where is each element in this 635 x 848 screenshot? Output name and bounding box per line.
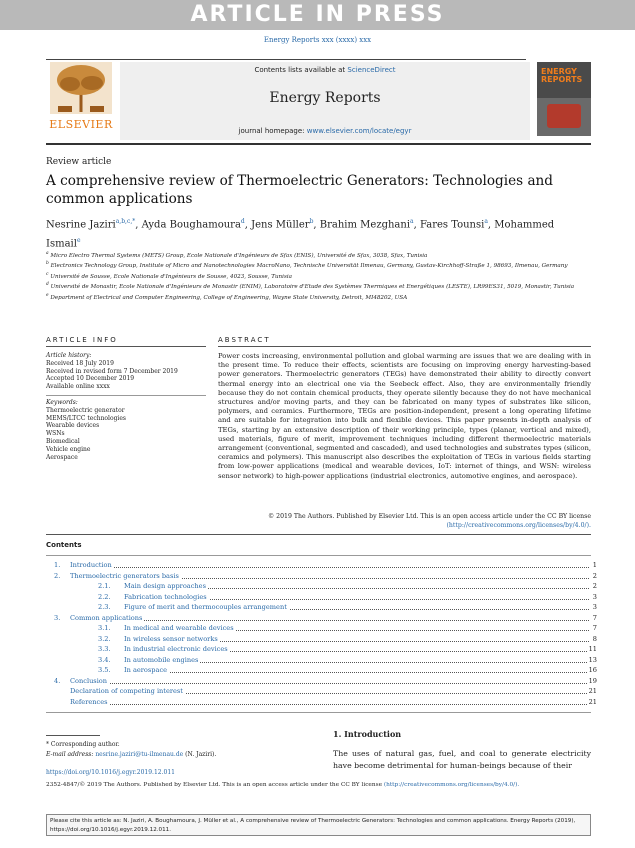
toc-entry-number: 3.3. (98, 645, 111, 653)
copyright-text: © 2019 The Authors. Published by Elsevier Ltd. This is an open access article under the CC BY license (268, 513, 591, 520)
email-suffix: (N. Jaziri). (185, 751, 217, 758)
affiliation-text: Université de Monastir, Ecole Nationale d'Ingénieurs de Monastir (ENIM), Laboratoire d'Etude des Systèmes Thermiques et Energétiques (LESTE), LR99ES31, 5019, Monastir, Tunisia (50, 284, 575, 291)
history-label: Article history: (46, 352, 92, 359)
toc-entry[interactable] (46, 560, 601, 571)
license-line (46, 781, 591, 789)
history-available: Available online xxxx (46, 383, 110, 391)
toc-entry-title[interactable]: In automobile engines (124, 655, 199, 664)
keywords-label: Keywords: (46, 398, 78, 406)
toc-entry-title[interactable]: In aerospace (124, 666, 168, 674)
author-affiliation-marker[interactable]: a (484, 218, 488, 225)
author-affiliation-marker[interactable]: e (76, 237, 81, 245)
toc-entry[interactable] (46, 686, 601, 697)
footnotes (46, 740, 306, 760)
author-email-link[interactable]: nesrine.jaziri@tu-ilmenau.de (95, 751, 184, 758)
toc-entry[interactable] (46, 571, 601, 582)
affiliation-item (46, 281, 591, 291)
author-separator: , (487, 219, 495, 231)
journal-homepage-link[interactable]: www.elsevier.com/locate/egyr (306, 127, 412, 135)
toc-entry[interactable] (46, 581, 601, 592)
toc-entry-title[interactable]: Introduction (70, 561, 112, 569)
history-revised: Received in revised form 7 December 2019 (46, 367, 178, 375)
toc-entry[interactable] (46, 697, 601, 708)
toc-leader-dots (70, 620, 589, 621)
cover-image-mark (547, 104, 581, 128)
keyword-list (46, 407, 206, 462)
affiliation-marker: a (46, 251, 49, 256)
keyword-item: Biomedical (46, 437, 80, 445)
citation-box: Please cite this article as: N. Jaziri, A. Boughamoura, J. Müller et al., A comprehensive review of Thermoelectric Generators: Technologies and common applications. Energy Reports (2019), https://doi.org/10.1016/j.egyr.2019.12.011. (46, 814, 591, 836)
author-list (46, 214, 591, 253)
toc-entry-title[interactable]: Conclusion (70, 676, 108, 685)
toc-leader-dots (124, 672, 589, 673)
affiliation-list (46, 250, 591, 302)
toc-entry[interactable] (46, 623, 601, 634)
homepage-prefix: journal homepage: (238, 127, 305, 135)
affiliation-item (46, 260, 591, 270)
table-of-contents (46, 560, 601, 707)
keyword-item: Aerospace (46, 453, 78, 461)
license-text: 2352-4847/© 2019 The Authors. Published by Elsevier Ltd. This is an open access article under the CC BY license (46, 782, 383, 788)
toc-entry-title[interactable]: Main design approaches (124, 582, 206, 590)
corresponding-author-note: * Corresponding author. (46, 741, 120, 748)
author-affiliation-marker[interactable]: b (309, 218, 314, 225)
elsevier-tree-icon (50, 62, 112, 114)
toc-entry-page: 3 (592, 603, 597, 611)
article-title: A comprehensive review of Thermoelectric Generators: Technologies and common applications (46, 173, 554, 207)
contents-top-rule (46, 555, 591, 556)
abstract-heading: ABSTRACT (218, 336, 271, 344)
affiliation-marker: c (46, 271, 49, 277)
masthead (120, 62, 530, 140)
toc-entry[interactable] (46, 592, 601, 603)
elsevier-logo (46, 62, 116, 132)
article-info-block (46, 352, 206, 461)
toc-entry-title[interactable]: In industrial electronic devices (124, 645, 228, 653)
toc-leader-dots (70, 567, 589, 568)
email-label: E-mail address: (46, 751, 94, 758)
history-accepted: Accepted 10 December 2019 (46, 375, 135, 383)
journal-homepage-line (120, 127, 530, 135)
toc-entry-page: 8 (592, 634, 597, 643)
toc-entry-page: 2 (592, 571, 597, 580)
toc-entry-number: 4. (54, 676, 61, 685)
affiliation-marker: b (46, 261, 49, 267)
toc-entry[interactable] (46, 613, 601, 624)
abstract-bottom-rule (46, 534, 591, 535)
author-name[interactable]: Brahim Mezghani (319, 219, 411, 231)
keyword-item: MEMS/LTCC technologies (46, 414, 126, 422)
toc-entry-page: 21 (588, 697, 597, 706)
masthead-bottom-rule (46, 143, 591, 145)
toc-entry-title[interactable]: In wireless sensor networks (124, 634, 218, 643)
toc-entry-number: 1. (54, 561, 61, 569)
toc-entry-number: 3.2. (98, 634, 111, 643)
toc-leader-dots (70, 704, 589, 705)
toc-entry-page: 16 (588, 666, 597, 674)
journal-reference[interactable]: Energy Reports xxx (xxxx) xxx (263, 36, 372, 44)
affiliation-text: Department of Electrical and Computer Engineering, College of Engineering, Wayne State University, Detroit, MI48202, USA (50, 294, 408, 301)
author-name[interactable]: Ayda Boughamoura (141, 219, 241, 231)
toc-leader-dots (70, 683, 589, 684)
toc-entry[interactable] (46, 655, 601, 666)
toc-entry-title[interactable]: References (70, 697, 108, 706)
keyword-item: WSNs (46, 430, 65, 438)
affiliation-marker: d (46, 282, 49, 288)
affiliation-item (46, 250, 591, 260)
author-separator: , (135, 219, 142, 231)
toc-entry-title[interactable]: In medical and wearable devices (124, 624, 234, 632)
toc-entry-page: 7 (592, 613, 597, 622)
author-name[interactable]: Jens Müller (251, 219, 310, 231)
author-name[interactable]: Mohammed Ismail (46, 219, 555, 250)
toc-entry[interactable] (46, 602, 601, 613)
toc-entry-title[interactable]: Declaration of competing interest (70, 687, 183, 695)
toc-entry-page: 21 (588, 687, 597, 695)
affiliation-item (46, 292, 591, 302)
toc-entry-number: 2. (54, 571, 61, 580)
footnote-rule (46, 735, 100, 736)
toc-entry[interactable] (46, 665, 601, 676)
affiliation-marker: e (46, 292, 49, 298)
history-received: Received 18 July 2019 (46, 359, 114, 367)
keyword-item: Thermoelectric generator (46, 406, 125, 414)
toc-entry[interactable] (46, 634, 601, 645)
journal-title: Energy Reports (269, 90, 381, 106)
toc-entry-title[interactable]: Fabrication technologies (124, 592, 207, 601)
toc-entry-page: 2 (592, 582, 597, 590)
sciencedirect-link[interactable]: ScienceDirect (347, 66, 396, 74)
toc-entry-page: 1 (592, 561, 597, 569)
toc-entry[interactable] (46, 676, 601, 687)
abstract-copyright (218, 512, 591, 530)
toc-entry[interactable] (46, 644, 601, 655)
toc-entry-title[interactable]: Figure of merit and thermocouples arrangement (124, 603, 287, 611)
keyword-item: Vehicle engine (46, 445, 91, 453)
license-url-link[interactable]: (http://creativecommons.org/licenses/by/4.0/). (383, 782, 520, 788)
author-affiliation-marker[interactable]: a (410, 218, 414, 225)
contents-bottom-rule (46, 712, 591, 713)
email-line (46, 750, 306, 760)
introduction-text: The uses of natural gas, fuel, and coal to generate electricity have become detrimental for human-beings because of their (333, 749, 591, 770)
toc-entry-number: 2.1. (98, 582, 111, 590)
toc-entry-page: 7 (592, 624, 597, 632)
toc-entry-page: 19 (588, 676, 597, 685)
abstract-text: Power costs increasing, environmental pollution and global warming are issues that we are dealing with in the present time. To reduce their effects, scientists are focusing on improving energy harvesting-based power generators. Thermoelectric generators (TEGs) have demonstrated their ability to directly convert thermal energy into an electrical one via the Seebeck effect. Also, they are environmentally friendly because they do not contain chemical products, they operate silently because they do not have mechanical structures and/or moving parts, and they can be fabricated on many types of substrates like silicon, polymers, and ceramics. Furthermore, TEGs are position-independent, present a long operating lifetime and are suitable for integration into bulk and flexible devices. This paper presents in-depth analysis of TEGs, starting by an extensive description of their working principle, types (planar, vertical and mixed), used materials, figure of merit, improvement techniques including different thermoelectric materials arrangement (conventional, segmented and cascaded), and used technologies and substrates types (silicon, ceramics and polymers). This manuscript also describes the exploitation of TEGs in various fields starting from low-power applications (medical and wearable devices, IoT: internet of things, and WSN: wireless sensor network) to high-power applications (industrial electronics, automotive engines, and aerospace). (218, 352, 591, 480)
keyword-item: Wearable devices (46, 422, 100, 430)
masthead-top-rule (46, 59, 526, 60)
article-info-rule (46, 346, 206, 347)
author-name[interactable]: Nesrine Jaziri (46, 219, 116, 231)
toc-entry-number: 3.5. (98, 666, 111, 674)
author-affiliation-marker[interactable]: a,b,c,* (115, 218, 136, 225)
affiliation-text: Université de Sousse, Ecole Nationale d'Ingénieurs de Sousse, 4023, Sousse, Tunisia (50, 273, 292, 280)
contents-heading: Contents (46, 541, 82, 549)
toc-entry-number: 3. (54, 613, 61, 622)
author-name[interactable]: Fares Tounsi (419, 219, 485, 231)
contents-available-line (120, 66, 530, 74)
author-separator: , (313, 219, 320, 231)
affiliation-text: Electronics Technology Group, Institute of Micro and Nanotechnologies MacroNano, Technische Universität Ilmenau, Germany, Gustav-Kirchhoff-Straße 1, 98693, Ilmenau, Germany (50, 263, 568, 270)
toc-entry-number: 2.2. (98, 592, 111, 601)
affiliation-text: Micro Electro Thermal Systems (METS) Group, Ecole Nationale d'Ingénieurs de Sfax (ENIS), Université de Sfax, 3038, Sfax, Tunisia (50, 252, 428, 259)
author-affiliation-marker[interactable]: d (240, 218, 245, 225)
cover-title: ENERGY REPORTS (541, 67, 583, 84)
toc-entry-page: 11 (588, 645, 597, 653)
introduction-heading: 1. Introduction (333, 729, 402, 739)
toc-entry-number: 2.3. (98, 603, 111, 611)
affiliation-item (46, 271, 591, 281)
author-separator: , (244, 219, 252, 231)
toc-entry-title[interactable]: Common applications (70, 613, 143, 622)
toc-entry-page: 3 (592, 592, 597, 601)
doi-link[interactable]: https://doi.org/10.1016/j.egyr.2019.12.011 (46, 769, 175, 776)
article-in-press-banner: ARTICLE IN PRESS (0, 0, 635, 30)
publisher-wordmark: ELSEVIER (49, 118, 113, 131)
abstract-rule (218, 346, 591, 347)
toc-entry-number: 3.1. (98, 624, 111, 632)
article-info-heading: ARTICLE INFO (46, 336, 118, 344)
toc-entry-number: 3.4. (98, 655, 111, 664)
journal-cover-thumbnail[interactable] (537, 62, 591, 136)
author-separator: , (413, 219, 420, 231)
toc-entry-title[interactable]: Thermoelectric generators basis (70, 571, 179, 580)
info-divider (46, 395, 206, 396)
cc-license-link[interactable]: (http://creativecommons.org/licenses/by/4.0/). (446, 522, 591, 529)
article-type: Review article (46, 157, 112, 167)
toc-entry-page: 13 (588, 655, 597, 664)
contents-prefix: Contents lists available at (254, 66, 346, 74)
